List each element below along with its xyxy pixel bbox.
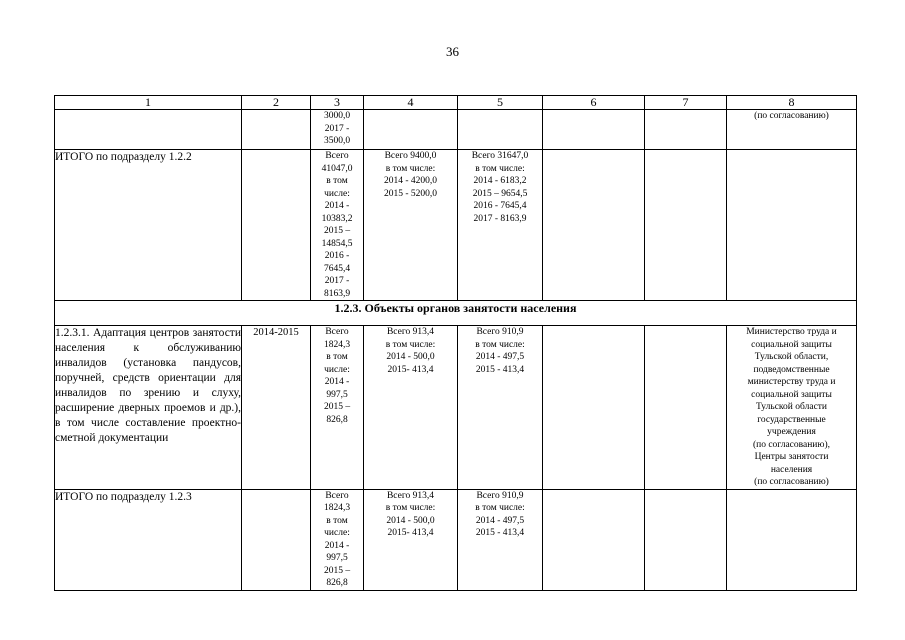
i1231-c8-line: социальной защиты: [751, 389, 832, 400]
i1231-c8-line: подведомственные: [753, 364, 830, 375]
cont-c3-line: 2017 -: [324, 123, 350, 134]
t123-c4-line: 2014 - 500,0: [386, 515, 435, 526]
col-header-7: 7: [645, 96, 727, 110]
t122-c3-line: 2017 -: [324, 276, 350, 286]
total-122-cell-7: [645, 150, 727, 301]
i1231-c8-line: Центры занятости: [754, 452, 829, 462]
col-header-8: 8: [727, 96, 857, 110]
page-number: 36: [446, 44, 459, 59]
item-1231-years: 2014-2015: [242, 326, 311, 490]
item-1231-cell-7: [645, 326, 727, 490]
item-1231-cell-5: [458, 326, 543, 490]
t123-c5-line: 2014 - 497,5: [475, 515, 525, 526]
cont-cell-4: [364, 110, 458, 150]
item-row-1231: [55, 326, 857, 490]
total-row-122: [55, 150, 857, 301]
t122-c3-line: 10383,2: [321, 213, 353, 224]
t122-c3-line: 2015 –: [323, 226, 351, 236]
i1231-c8-line: Тульской области: [755, 402, 828, 412]
i1231-c3-line: Всего: [325, 327, 349, 337]
t123-c3-line: 1824,3: [323, 503, 351, 513]
col-header-5: 5: [458, 96, 543, 110]
total-123-cell-2: [242, 489, 311, 590]
i1231-c3-line: 826,8: [326, 414, 348, 425]
i1231-c4-line: 2014 - 500,0: [386, 352, 435, 362]
t122-c4-line: в том числе:: [385, 163, 436, 174]
t122-c3-line: 2016 -: [324, 251, 350, 261]
total-123-cell-7: [645, 489, 727, 590]
t122-c5-line: 2015 – 9654,5: [472, 188, 528, 199]
t123-c3-line: 2015 –: [323, 565, 351, 576]
total-122-cell-8: [727, 150, 857, 301]
continuation-row: [55, 110, 857, 150]
t122-c4-line: 2014 - 4200,0: [383, 176, 438, 186]
cont-cell-8: [727, 110, 857, 150]
t123-c3-line: 2014 -: [324, 540, 350, 551]
cont-cell-6: [543, 110, 645, 150]
i1231-c8-line: министерству труда и: [747, 377, 836, 387]
i1231-c5-line: Всего 910,9: [476, 327, 524, 337]
t123-c3-line: в том: [326, 515, 348, 526]
i1231-c3-line: числе:: [324, 364, 350, 375]
i1231-c3-line: в том: [326, 352, 348, 362]
total-123-cell-3: [311, 489, 364, 590]
total-row-123: [55, 489, 857, 590]
t122-c3-line: 8163,9: [323, 288, 351, 299]
total-123-cell-4: [364, 489, 458, 590]
cont-cell-7: [645, 110, 727, 150]
i1231-c4-line: 2015- 413,4: [387, 364, 434, 375]
cont-cell-5: [458, 110, 543, 150]
total-122-cell-2: [242, 150, 311, 301]
t122-c3-line: числе:: [324, 188, 350, 199]
t122-c5-line: 2016 - 7645,4: [473, 201, 527, 211]
program-table: [54, 95, 857, 591]
t122-c5-line: 2014 - 6183,2: [473, 176, 527, 186]
cont-cell-2: [242, 110, 311, 150]
cont-cell-3: [311, 110, 364, 150]
t123-c5-line: Всего 910,9: [476, 490, 524, 501]
t122-c4-line: 2015 - 5200,0: [383, 188, 438, 199]
total-122-cell-4: [364, 150, 458, 301]
col-header-2: 2: [242, 96, 311, 110]
col-header-6: 6: [543, 96, 645, 110]
item-1231-cell-4: [364, 326, 458, 490]
total-123-name: ИТОГО по подразделу 1.2.3: [55, 489, 242, 590]
t122-c3-line: 41047,0: [321, 163, 353, 174]
total-122-cell-6: [543, 150, 645, 301]
i1231-c5-line: в том числе:: [475, 339, 525, 350]
cont-c3-line: 3500,0: [323, 136, 351, 146]
t123-c4-line: 2015- 413,4: [387, 528, 434, 538]
t123-c5-line: 2015 - 413,4: [475, 528, 525, 538]
col-header-3: 3: [311, 96, 364, 110]
i1231-c8-line: (по согласованию): [754, 477, 829, 487]
i1231-c8-line: населения: [770, 464, 813, 475]
i1231-c5-line: 2015 - 413,4: [475, 364, 525, 375]
i1231-c3-line: 2014 -: [324, 377, 350, 387]
cont-cell-1: [55, 110, 242, 150]
t123-c3-line: Всего: [325, 490, 349, 501]
cont-c3-line: 3000,0: [323, 111, 351, 121]
t122-c3-line: в том: [326, 176, 348, 186]
i1231-c4-line: в том числе:: [385, 339, 436, 350]
section-title: 1.2.3. Объекты органов занятости населения: [55, 301, 857, 326]
t123-c3-line: 826,8: [326, 578, 348, 588]
i1231-c8-line: Тульской области,: [754, 352, 829, 362]
i1231-c3-line: 997,5: [326, 389, 348, 400]
t122-c5-line: 2017 - 8163,9: [473, 213, 527, 224]
item-1231-cell-8: [727, 326, 857, 490]
t122-c4-line: Всего 9400,0: [384, 151, 437, 161]
total-123-cell-8: [727, 489, 857, 590]
cont-c8-line: (по согласованию): [754, 111, 829, 121]
total-122-cell-5: [458, 150, 543, 301]
t122-c3-line: 14854,5: [321, 238, 353, 249]
t123-c3-line: 997,5: [326, 553, 348, 563]
total-122-cell-3: [311, 150, 364, 301]
item-1231-cell-3: [311, 326, 364, 490]
t122-c5-line: Всего 31647,0: [471, 151, 529, 161]
i1231-c8-line: (по согласованию),: [752, 439, 831, 450]
t123-c3-line: числе:: [324, 528, 350, 538]
t122-c3-line: Всего: [325, 151, 349, 161]
t122-c5-line: в том числе:: [475, 163, 525, 174]
i1231-c8-line: учреждения: [767, 427, 816, 437]
i1231-c8-line: Министерство труда и: [746, 327, 837, 337]
col-header-1: 1: [55, 96, 242, 110]
i1231-c4-line: Всего 913,4: [386, 327, 435, 337]
item-1231-cell-6: [543, 326, 645, 490]
i1231-c8-line: государственные: [757, 414, 826, 425]
t123-c4-line: в том числе:: [385, 503, 436, 513]
header-row: [55, 96, 857, 110]
i1231-c8-line: социальной защиты: [751, 339, 832, 350]
total-123-cell-5: [458, 489, 543, 590]
item-1231-name: 1.2.3.1. Адаптация центров занятости населения к обслуживанию инвалидов (установка пандусов, поручней, средств ориентации для инвалидов по зрению и слуху, расширение дверных проемов и др.), в том числе составление проектно-сметной документации: [55, 326, 242, 490]
t123-c4-line: Всего 913,4: [386, 490, 435, 501]
i1231-c5-line: 2014 - 497,5: [475, 352, 525, 362]
i1231-c3-line: 2015 –: [323, 402, 351, 412]
total-122-name: ИТОГО по подразделу 1.2.2: [55, 150, 242, 301]
col-header-4: 4: [364, 96, 458, 110]
t123-c5-line: в том числе:: [475, 503, 525, 513]
t122-c3-line: 7645,4: [323, 263, 351, 274]
i1231-c3-line: 1824,3: [323, 339, 351, 350]
t122-c3-line: 2014 -: [324, 201, 350, 211]
section-row-123: [55, 301, 857, 326]
total-123-cell-6: [543, 489, 645, 590]
